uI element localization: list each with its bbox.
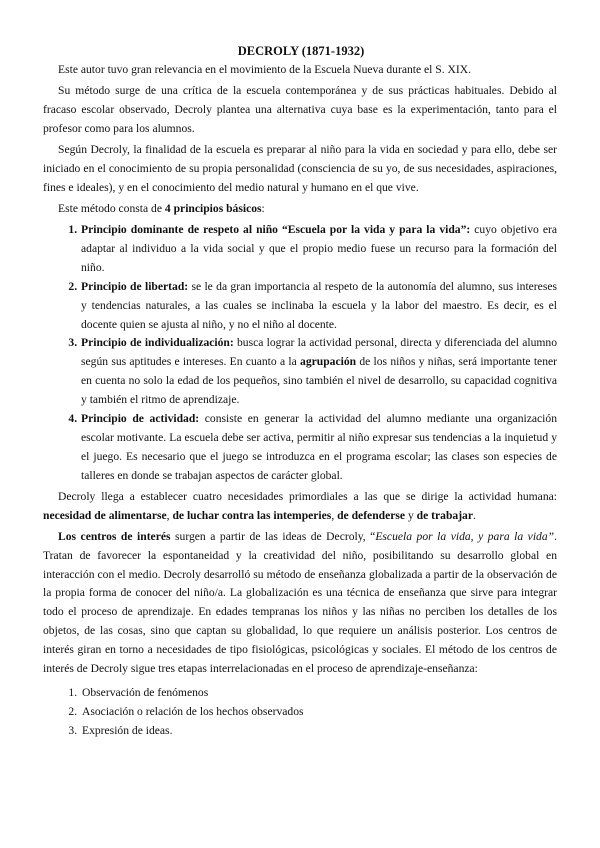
centers-quote: Escuela por la vida, y para la vida” (375, 529, 555, 543)
need-2: de luchar contra las intemperies (172, 508, 332, 522)
principle-text: cuyo objetivo era adaptar al individuo a la vida social y que el propio medio fuese un recurso para la formación del niño. (81, 223, 557, 274)
principle-bold-term: agrupación (300, 355, 357, 369)
principle-title: Principio de individualización: (81, 336, 234, 350)
method-intro-post: : (261, 201, 265, 215)
intro-paragraph-1: Este autor tuvo gran relevancia en el movimiento de la Escuela Nueva durante el S. XIX. (58, 63, 472, 76)
method-intro-bold: 4 principios básicos (164, 201, 262, 215)
principle-title: Principio de libertad: (81, 279, 189, 293)
centers-text: . Tratan de favorecer la espontaneidad y la creatividad del niño, posibilitando su desarrollo global en interacción con el medio. Decroly desarrolló su método de enseñanza globalizada a partir de la observación de la propia forma de conocer del niño/a. La globalización es una técnica de enseñanza que sirve para integrar todo el proceso de aprendizaje. En edades tempranas los niños y las niñas no perciben los detalles de los objetos, de las cosas, sino que captan su globalidad, lo que requiere un análisis posterior. Los centros de interés giran en torno a necesidades de tipo fisiológicas, psicológicas y sociales. El método de los centros de interés de Decroly sigue tres etapas interrelacionadas en el proceso de aprendizaje-enseñanza: (43, 529, 557, 676)
stage-item: 1. Observación de fenómenos (80, 684, 557, 703)
centers-text: surgen a partir de las ideas de Decroly, “ (170, 529, 376, 543)
principle-item (80, 278, 557, 335)
principles-list (43, 221, 557, 486)
needs-post: . (473, 508, 476, 522)
principle-text: busca lograr la actividad personal, directa y diferenciada del alumno según sus aptitudes e intereses. En cuanto a la (81, 336, 557, 369)
centers-paragraph (43, 528, 557, 679)
need-1: necesidad de alimentarse (43, 508, 167, 522)
need-4: de trabajar (416, 508, 474, 522)
method-intro (43, 200, 557, 219)
document-page (43, 43, 557, 741)
intro-paragraph-2: Su método surge de una crítica de la escuela contemporánea y de sus prácticas habituales. Debido al fracaso escolar observado, Decroly plantea una alternativa cuya base es la experimentación, tanto para el profesor como para los alumnos. (43, 84, 557, 135)
needs-sep: , (331, 508, 338, 522)
intro-paragraph-3: Según Decroly, la finalidad de la escuela es preparar al niño para la vida en sociedad y para ello, debe ser iniciado en el conocimiento de su propia personalidad (consciencia de su yo, de sus necesidades, aspiraciones, fines e ideales), y en el conocimiento del medio natural y humano en el que vive. (43, 143, 557, 194)
stage-item: 3. Expresión de ideas. (80, 722, 557, 741)
principle-text: se le da gran importancia al respeto de la autonomía del alumno, sus intereses y tendencias naturales, a las cuales se inclinaba la escuela y la labor del maestro. Es decir, es el docente quien se ajusta al niño, y no el niño al docente. (81, 279, 557, 331)
principle-item (80, 410, 557, 486)
principle-title: Principio dominante de respeto al niño “Escuela por la vida y para la vida”: (81, 223, 471, 236)
principle-item (80, 221, 557, 278)
stages-list (43, 684, 557, 741)
principle-title: Principio de actividad: (81, 412, 200, 426)
needs-pre: Decroly llega a establecer cuatro necesidades primordiales a las que se dirige la actividad humana: (58, 489, 557, 503)
principle-text: de los niños y niñas, será importante tener en cuenta no solo la edad de los pequeños, sino también el nivel de desarrollo, su capacidad cognitiva y también el ritmo de aprendizaje. (81, 355, 557, 407)
page-title: DECROLY (1871-1932) (237, 44, 365, 58)
stage-item: 2. Asociación o relación de los hechos observados (80, 703, 557, 722)
centers-term: Los centros de interés (58, 529, 171, 543)
principle-item (80, 334, 557, 410)
method-intro-pre: Este método consta de (58, 201, 165, 215)
principle-text: consiste en generar la actividad del alumno mediante una organización escolar motivante. La escuela debe ser activa, permitir al niño expresar sus tendencias a la inquietud y el juego. Es necesario que el juego se introduzca en el programa escolar; las clases son especies de talleres en donde se trabajan aspectos de carácter global. (81, 412, 558, 482)
needs-paragraph (43, 488, 557, 526)
needs-sep: , (166, 508, 173, 522)
needs-sep: y (405, 508, 417, 522)
need-3: de defenderse (337, 508, 406, 522)
